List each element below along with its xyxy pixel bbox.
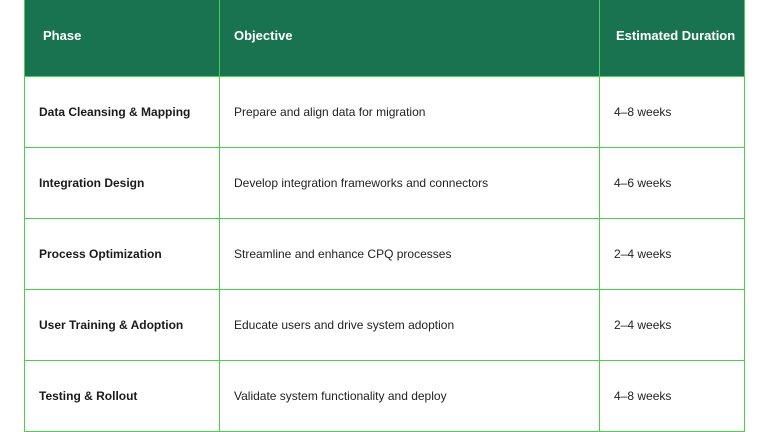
table-row bbox=[25, 147, 745, 218]
header-estimated-duration: Estimated Duration bbox=[600, 0, 745, 76]
duration-cell: 4–8 weeks bbox=[600, 360, 745, 431]
duration-cell: 2–4 weeks bbox=[600, 218, 745, 289]
objective-cell: Streamline and enhance CPQ processes bbox=[220, 218, 600, 289]
phase-cell: User Training & Adoption bbox=[25, 289, 220, 360]
table-row bbox=[25, 360, 745, 431]
phase-cell: Testing & Rollout bbox=[25, 360, 220, 431]
phase-table bbox=[24, 0, 745, 432]
table-header bbox=[25, 0, 745, 76]
phase-cell: Data Cleansing & Mapping bbox=[25, 76, 220, 147]
objective-cell: Validate system functionality and deploy bbox=[220, 360, 600, 431]
header-row bbox=[25, 0, 745, 76]
duration-cell: 2–4 weeks bbox=[600, 289, 745, 360]
table-body bbox=[25, 76, 745, 431]
table-row bbox=[25, 218, 745, 289]
table-row bbox=[25, 76, 745, 147]
duration-cell: 4–8 weeks bbox=[600, 76, 745, 147]
header-phase: Phase bbox=[25, 0, 220, 76]
objective-cell: Develop integration frameworks and connectors bbox=[220, 147, 600, 218]
header-objective: Objective bbox=[220, 0, 600, 76]
objective-cell: Educate users and drive system adoption bbox=[220, 289, 600, 360]
objective-cell: Prepare and align data for migration bbox=[220, 76, 600, 147]
table-row bbox=[25, 289, 745, 360]
phase-cell: Integration Design bbox=[25, 147, 220, 218]
duration-cell: 4–6 weeks bbox=[600, 147, 745, 218]
phase-table-container bbox=[24, 0, 744, 432]
phase-cell: Process Optimization bbox=[25, 218, 220, 289]
